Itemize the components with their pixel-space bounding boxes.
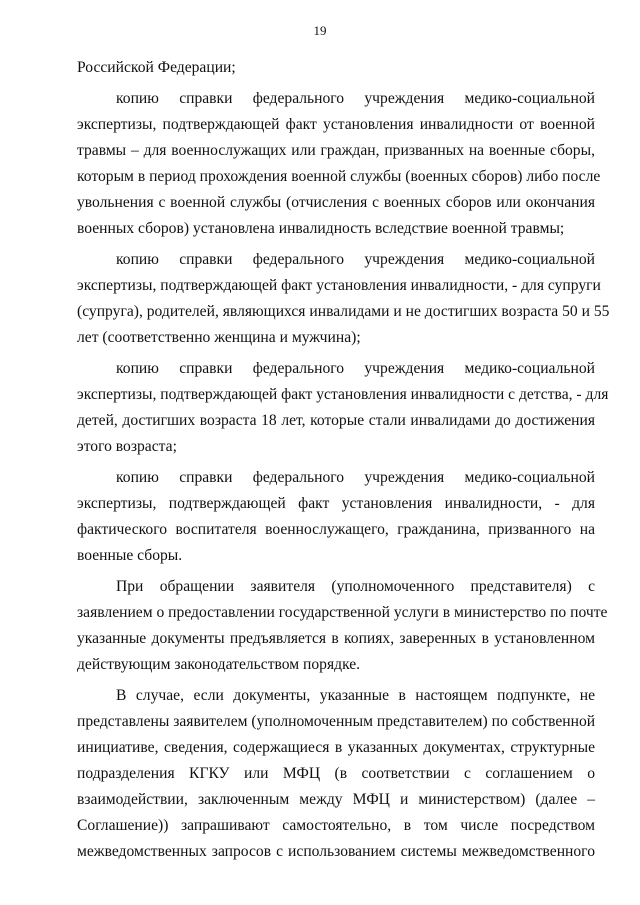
text-line: лет (соответственно женщина и мужчина); <box>77 329 361 346</box>
text-line: экспертизы, подтверждающей факт установления инвалидности, - для <box>77 495 595 512</box>
text-line: При обращении заявителя (уполномоченного представителя) с <box>116 578 595 595</box>
text-line: копию справки федерального учреждения медико-социальной <box>116 469 595 486</box>
text-line: межведомственных запросов с использованием системы межведомственного <box>77 843 595 860</box>
text-line: копию справки федерального учреждения медико-социальной <box>116 360 595 377</box>
text-line: этого возраста; <box>77 438 177 455</box>
text-line: представлены заявителем (уполномоченным представителем) по собственной <box>77 713 596 730</box>
text-line: подразделения КГКУ или МФЦ (в соответствии с соглашением о <box>77 765 595 782</box>
text-line: экспертизы, подтверждающей факт установления инвалидности с детства, - для <box>77 386 609 403</box>
text-line: военные сборы. <box>77 547 183 564</box>
text-line: экспертизы, подтверждающей факт установления инвалидности от военной <box>77 116 595 133</box>
text-line: которым в период прохождения военной службы (военных сборов) либо после <box>77 168 601 185</box>
text-line: военных сборов) установлена инвалидность вследствие военной травмы; <box>77 220 565 237</box>
page-number: 19 <box>313 23 327 38</box>
text-line: (супруга), родителей, являющихся инвалидами и не достигших возраста 50 и 55 <box>77 303 610 320</box>
text-line: указанные документы предъявляется в копиях, заверенных в установленном <box>77 630 595 647</box>
text-line: Российской Федерации; <box>77 59 236 76</box>
text-line: В случае, если документы, указанные в настоящем подпункте, не <box>116 687 595 704</box>
text-line: заявлением о предоставлении государственной услуги в министерство по почте <box>77 604 608 621</box>
text-line: взаимодействии, заключенным между МФЦ и министерством) (далее – <box>77 791 595 808</box>
text-line: увольнения с военной службы (отчисления с военных сборов или окончания <box>77 194 595 211</box>
document-body <box>77 55 610 865</box>
text-line: детей, достигших возраста 18 лет, которые стали инвалидами до достижения <box>77 412 595 429</box>
text-line: Соглашение)) запрашивают самостоятельно, в том числе посредством <box>77 817 595 834</box>
text-line: копию справки федерального учреждения медико-социальной <box>116 251 595 268</box>
text-line: инициативе, сведения, содержащиеся в указанных документах, структурные <box>77 739 595 756</box>
text-line: действующим законодательством порядке. <box>77 656 361 673</box>
text-line: экспертизы, подтверждающей факт установления инвалидности, - для супруги <box>77 277 601 294</box>
text-line: копию справки федерального учреждения медико-социальной <box>116 90 595 107</box>
text-line: травмы – для военнослужащих или граждан, призванных на военные сборы, <box>77 142 595 159</box>
text-line: фактического воспитателя военнослужащего, гражданина, призванного на <box>77 521 595 538</box>
